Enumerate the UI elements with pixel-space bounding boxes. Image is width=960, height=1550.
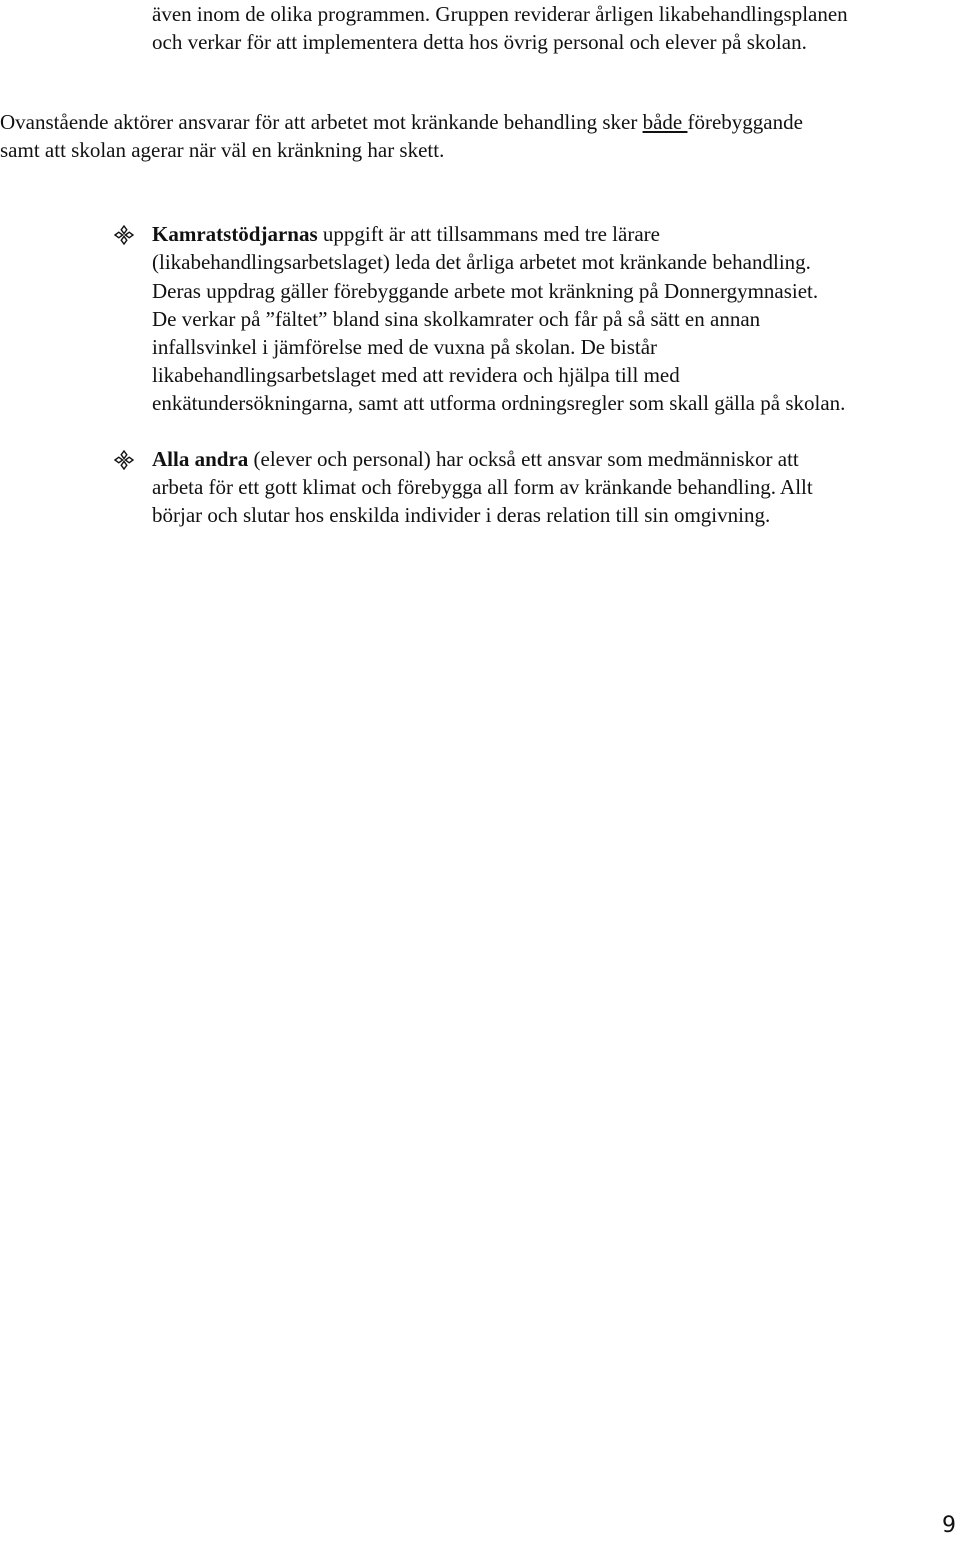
bullet1-text: uppgift är att tillsammans med tre lärare: [317, 222, 660, 246]
bullet1-line-7: enkätundersökningarna, samt att utforma ordningsregler som skall gälla på skolan.: [152, 391, 846, 415]
diamond-bullet-icon: [114, 450, 134, 470]
intro-line-1: även inom de olika programmen. Gruppen reviderar årligen likabehandlingsplanen: [152, 2, 848, 26]
bullet1-line-5: infallsvinkel i jämförelse med de vuxna på skolan. De bistår: [152, 335, 658, 359]
bullet2-line-2: arbeta för ett gott klimat och förebygga all form av kränkande behandling. Allt: [152, 475, 813, 499]
paragraph-line-2: samt att skolan agerar när väl en kränkning har skett.: [0, 138, 445, 162]
paragraph-line-1: [0, 108, 803, 136]
diamond-bullet-icon: [114, 225, 134, 245]
paragraph-text: förebyggande: [687, 110, 803, 134]
bullet1-line-3: Deras uppdrag gäller förebyggande arbete mot kränkning på Donnergymnasiet.: [152, 279, 819, 303]
paragraph-text: Ovanstående aktörer ansvarar för att arbetet mot kränkande behandling sker: [0, 110, 643, 134]
bullet2-line-3: börjar och slutar hos enskilda individer i deras relation till sin omgivning.: [152, 503, 771, 527]
bullet1-heading: Kamratstödjarnas: [152, 222, 318, 246]
bullet2-line-1: [152, 445, 799, 473]
bullet1-line-4: De verkar på ”fältet” bland sina skolkamrater och får på så sätt en annan: [152, 307, 761, 331]
bullet2-text: (elever och personal) har också ett ansvar som medmänniskor att: [248, 447, 799, 471]
bullet1-line-2: (likabehandlingsarbetslaget) leda det årliga arbetet mot kränkande behandling.: [152, 250, 811, 274]
underlined-word: både: [642, 110, 688, 134]
intro-line-2: och verkar för att implementera detta hos övrig personal och elever på skolan.: [152, 30, 807, 54]
bullet1-line-6: likabehandlingsarbetslaget med att revidera och hjälpa till med: [152, 363, 680, 387]
page-number: 9: [942, 1513, 956, 1538]
bullet1-line-1: [152, 220, 660, 248]
bullet2-heading: Alla andra: [152, 447, 249, 471]
